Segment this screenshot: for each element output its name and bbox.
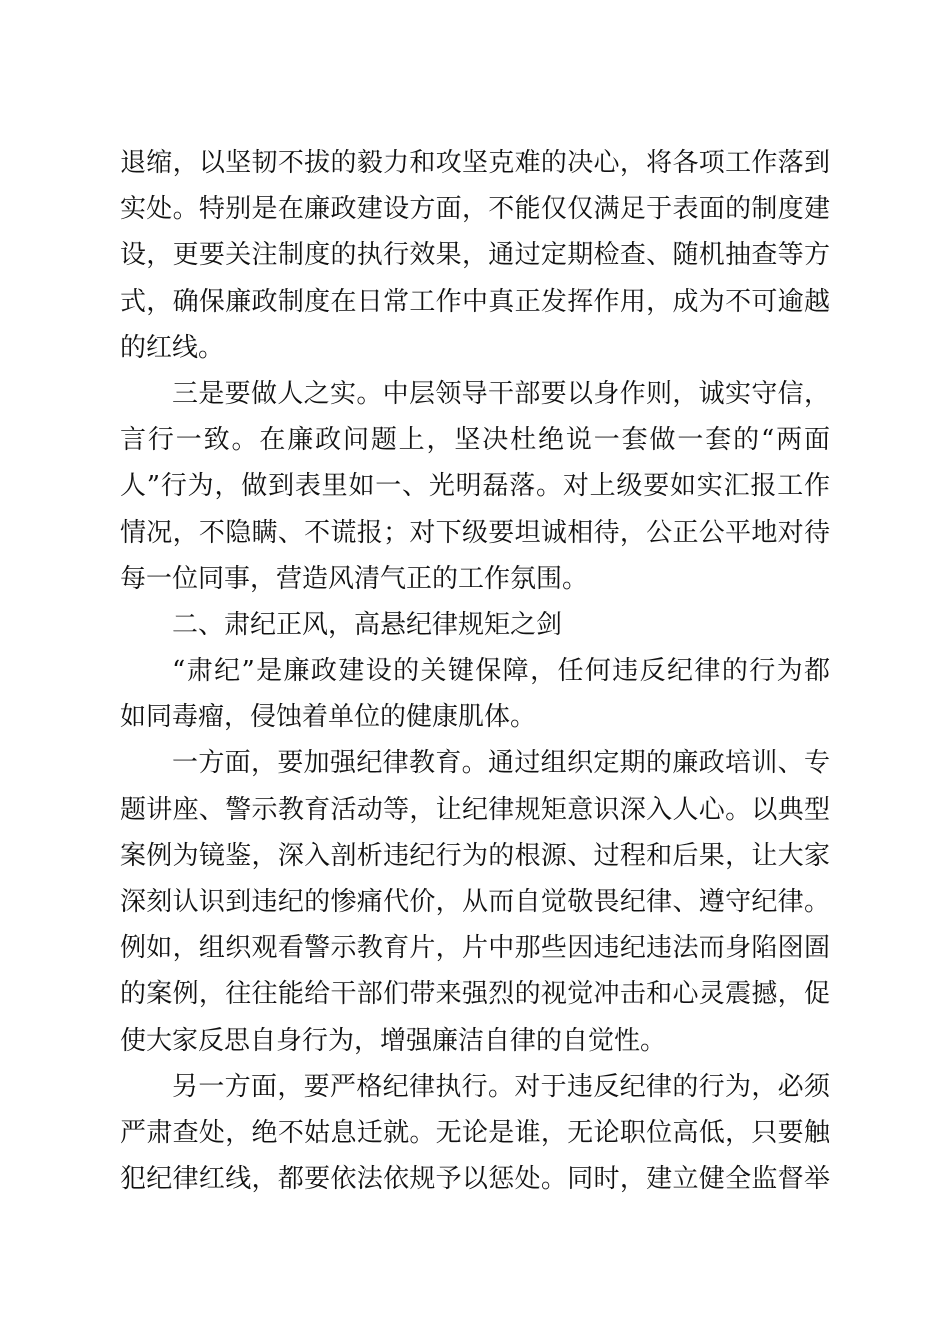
text-line-content: 另一方面，要严格纪律执行。对于违反纪律的行为，必须 bbox=[172, 1071, 830, 1102]
text-line bbox=[120, 833, 830, 879]
text-line bbox=[120, 1064, 830, 1110]
text-line bbox=[120, 140, 830, 186]
text-line bbox=[120, 232, 830, 278]
section-heading-text: 二、肃纪正风，高悬纪律规矩之剑 bbox=[172, 609, 563, 640]
text-line bbox=[120, 556, 830, 602]
text-line-content: 每一位同事，营造风清气正的工作氛围。 bbox=[120, 563, 589, 594]
section-heading bbox=[120, 602, 830, 648]
text-line bbox=[120, 787, 830, 833]
text-line bbox=[120, 463, 830, 509]
text-line bbox=[120, 1156, 830, 1202]
text-line bbox=[120, 648, 830, 694]
text-line-content: 题讲座、警示教育活动等，让纪律规矩意识深入人心。以典型 bbox=[120, 794, 830, 825]
text-line-content: 一方面，要加强纪律教育。通过组织定期的廉政培训、专 bbox=[172, 748, 830, 779]
text-line-content: 的红线。 bbox=[120, 332, 225, 363]
text-line-content: 严肃查处，绝不姑息迁就。无论是谁，无论职位高低，只要触 bbox=[120, 1117, 830, 1148]
text-line bbox=[120, 740, 830, 786]
text-line-content: 的案例，往往能给干部们带来强烈的视觉冲击和心灵震撼，促 bbox=[120, 979, 830, 1010]
text-line-content: 退缩，以坚韧不拔的毅力和攻坚克难的决心，将各项工作落到 bbox=[120, 148, 830, 178]
text-line-content: 如同毒瘤，侵蚀着单位的健康肌体。 bbox=[120, 702, 537, 733]
text-line bbox=[120, 186, 830, 232]
text-line-content: 犯纪律红线，都要依法依规予以惩处。同时，建立健全监督举 bbox=[120, 1164, 830, 1195]
text-line-content: 言行一致。在廉政问题上，坚决杜绝说一套做一套的“两面 bbox=[120, 425, 830, 456]
text-line bbox=[120, 371, 830, 417]
text-line bbox=[120, 694, 830, 740]
text-line bbox=[120, 279, 830, 325]
text-line-content: 案例为镜鉴，深入剖析违纪行为的根源、过程和后果，让大家 bbox=[120, 840, 830, 871]
text-line bbox=[120, 325, 830, 371]
text-line bbox=[120, 417, 830, 463]
text-line-content: 设，更要关注制度的执行效果，通过定期检查、随机抽查等方 bbox=[120, 240, 830, 271]
text-line bbox=[120, 1110, 830, 1156]
text-line-content: 深刻认识到违纪的惨痛代价，从而自觉敬畏纪律、遵守纪律。 bbox=[120, 887, 830, 917]
text-line bbox=[120, 879, 830, 925]
text-line-content: 例如，组织观看警示教育片，片中那些因违纪违法而身陷囹圄 bbox=[120, 933, 830, 964]
text-line-content: 实处。特别是在廉政建设方面，不能仅仅满足于表面的制度建 bbox=[120, 194, 830, 225]
text-line bbox=[120, 971, 830, 1017]
text-line-content: “肃纪”是廉政建设的关键保障，任何违反纪律的行为都 bbox=[172, 656, 830, 687]
text-line bbox=[120, 1018, 830, 1064]
text-line-content: 使大家反思自身行为，增强廉洁自律的自觉性。 bbox=[120, 1025, 667, 1056]
text-line-content: 三是要做人之实。中层领导干部要以身作则，诚实守信， bbox=[172, 378, 830, 409]
text-line bbox=[120, 925, 830, 971]
text-line-content: 情况，不隐瞒、不谎报；对下级要坦诚相待，公正公平地对待 bbox=[120, 517, 830, 548]
text-line-content: 人”行为，做到表里如一、光明磊落。对上级要如实汇报工作 bbox=[120, 471, 830, 502]
text-line bbox=[120, 510, 830, 556]
document-body bbox=[120, 140, 830, 1202]
text-line-content: 式，确保廉政制度在日常工作中真正发挥作用，成为不可逾越 bbox=[120, 286, 830, 317]
